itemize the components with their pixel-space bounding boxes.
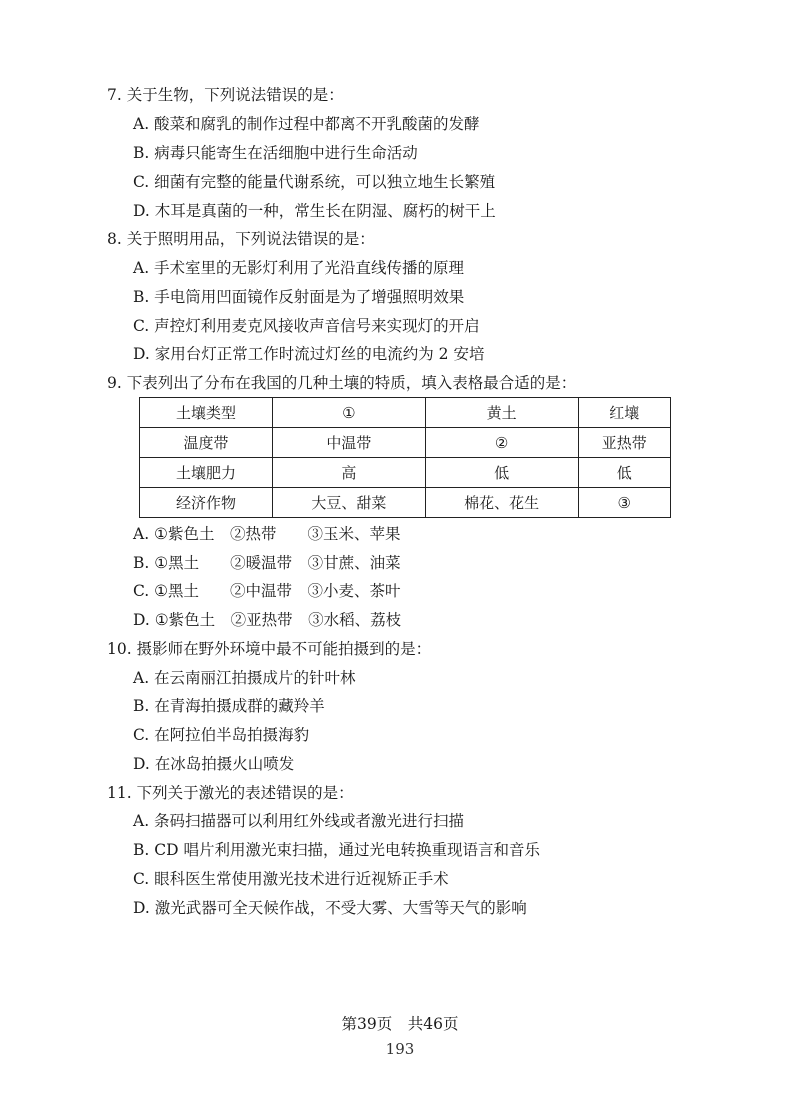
question-11-option-a: A. 条码扫描器可以利用红外线或者激光进行扫描 <box>133 812 465 830</box>
table-cell: 黄土 <box>425 398 578 428</box>
question-11-option-c: C. 眼科医生常使用激光技术进行近视矫正手术 <box>133 870 449 888</box>
question-7-option-d: D. 木耳是真菌的一种，常生长在阴湿、腐朽的树干上 <box>133 202 496 220</box>
table-cell: ② <box>425 428 578 458</box>
question-10-option-c: C. 在阿拉伯半岛拍摄海豹 <box>133 726 310 744</box>
question-7-option-b: B. 病毒只能寄生在活细胞中进行生命活动 <box>133 144 418 162</box>
question-9-stem: 9. 下表列出了分布在我国的几种土壤的特质，填入表格最合适的是： <box>107 374 577 392</box>
table-cell: 棉花、花生 <box>425 488 578 518</box>
table-cell: 土壤肥力 <box>140 458 273 488</box>
question-10-option-d: D. 在冰岛拍摄火山喷发 <box>133 755 295 773</box>
question-9-option-d: D. ①紫色土 ②亚热带 ③水稻、荔枝 <box>133 611 402 629</box>
table-cell: ① <box>273 398 426 428</box>
question-10-option-a: A. 在云南丽江拍摄成片的针叶林 <box>133 669 356 687</box>
table-row <box>140 458 671 488</box>
question-9-option-b: B. ①黑土 ②暖温带 ③甘蔗、油菜 <box>133 554 401 572</box>
question-7-stem: 7. 关于生物，下列说法错误的是： <box>107 86 344 104</box>
table-cell: 低 <box>578 458 671 488</box>
table-cell: ③ <box>578 488 671 518</box>
question-10-stem: 10. 摄影师在野外环境中最不可能拍摄到的是： <box>107 640 432 658</box>
table-cell: 土壤类型 <box>140 398 273 428</box>
page-number: 193 <box>385 1040 415 1058</box>
question-9-option-c: C. ①黑土 ②中温带 ③小麦、茶叶 <box>133 582 401 600</box>
question-8-option-d: D. 家用台灯正常工作时流过灯丝的电流约为 2 安培 <box>133 345 485 363</box>
table-row <box>140 428 671 458</box>
table-cell: 经济作物 <box>140 488 273 518</box>
question-8-option-b: B. 手电筒用凹面镜作反射面是为了增强照明效果 <box>133 288 465 306</box>
question-8-stem: 8. 关于照明用品，下列说法错误的是： <box>107 230 375 248</box>
question-10-option-b: B. 在青海拍摄成群的藏羚羊 <box>133 697 325 715</box>
question-7-option-c: C. 细菌有完整的能量代谢系统，可以独立地生长繁殖 <box>133 173 496 191</box>
table-cell: 亚热带 <box>578 428 671 458</box>
question-8-option-c: C. 声控灯利用麦克风接收声音信号来实现灯的开启 <box>133 317 480 335</box>
table-row <box>140 398 671 428</box>
table-cell: 中温带 <box>273 428 426 458</box>
table-cell: 大豆、甜菜 <box>273 488 426 518</box>
table-cell: 高 <box>273 458 426 488</box>
question-7-option-a: A. 酸菜和腐乳的制作过程中都离不开乳酸菌的发酵 <box>133 115 480 133</box>
question-11-option-d: D. 激光武器可全天候作战，不受大雾、大雪等天气的影响 <box>133 899 527 917</box>
table-cell: 温度带 <box>140 428 273 458</box>
soil-table <box>139 397 671 518</box>
question-11-stem: 11. 下列关于激光的表述错误的是： <box>107 784 354 802</box>
question-11-option-b: B. CD 唱片利用激光束扫描，通过光电转换重现语言和音乐 <box>133 841 540 859</box>
table-cell: 红壤 <box>578 398 671 428</box>
page-count-label: 第39页 共46页 <box>341 1015 459 1033</box>
question-8-option-a: A. 手术室里的无影灯利用了光沿直线传播的原理 <box>133 259 465 277</box>
table-row <box>140 488 671 518</box>
table-cell: 低 <box>425 458 578 488</box>
question-9-option-a: A. ①紫色土 ②热带 ③玉米、苹果 <box>133 525 401 543</box>
